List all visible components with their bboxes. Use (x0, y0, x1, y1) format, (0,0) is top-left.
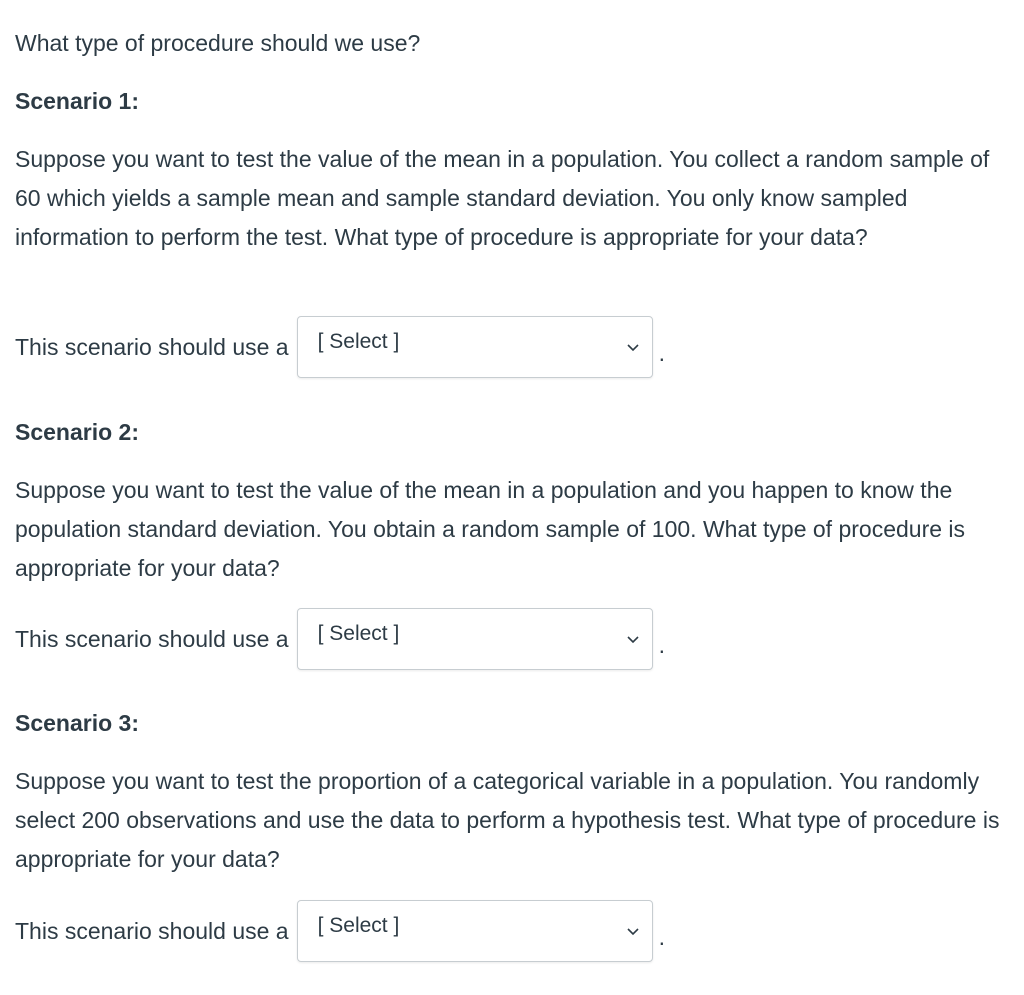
scenario-2-select[interactable] (297, 608, 653, 670)
scenario-1-text: Suppose you want to test the value of the mean in a population. You collect a random sample of 60 which yields a sample mean and sample standard deviation. You only know sampled information to perform the test. What type of procedure is appropriate for your data? (15, 146, 990, 250)
chevron-down-icon (626, 927, 640, 937)
scenario-3-text: Suppose you want to test the proportion of a categorical variable in a population. You randomly select 200 observations and use the data to perform a hypothesis test. What type of procedure is appropriate for your data? (15, 768, 1000, 872)
chevron-down-icon (626, 635, 640, 645)
scenario-2-heading: Scenario 2: (15, 419, 139, 445)
scenario-3-heading: Scenario 3: (15, 710, 139, 736)
scenario-1-answer-row (15, 316, 665, 378)
scenario-2-answer-row (15, 608, 665, 670)
scenario-1-heading: Scenario 1: (15, 88, 139, 114)
scenario-1-select[interactable] (297, 316, 653, 378)
chevron-down-icon (626, 343, 640, 353)
scenario-2-select-value: [ Select ] (317, 622, 400, 645)
scenario-3-answer-row (15, 900, 665, 962)
scenario-2-text: Suppose you want to test the value of the mean in a population and you happen to know the population standard deviation. You obtain a random sample of 100. What type of procedure is appropriate for your data? (15, 477, 966, 581)
scenario-1-answer-prompt: This scenario should use a (15, 333, 289, 360)
scenario-1-select-value: [ Select ] (317, 330, 400, 353)
scenario-2-answer-prompt: This scenario should use a (15, 625, 289, 652)
scenario-3-select[interactable] (297, 900, 653, 962)
scenario-3-select-value: [ Select ] (317, 914, 400, 937)
scenario-3-period: . (658, 923, 665, 950)
scenario-3-answer-prompt: This scenario should use a (15, 917, 289, 944)
question-title: What type of procedure should we use? (15, 30, 421, 56)
scenario-1-period: . (658, 339, 665, 366)
scenario-2-period: . (658, 631, 665, 658)
